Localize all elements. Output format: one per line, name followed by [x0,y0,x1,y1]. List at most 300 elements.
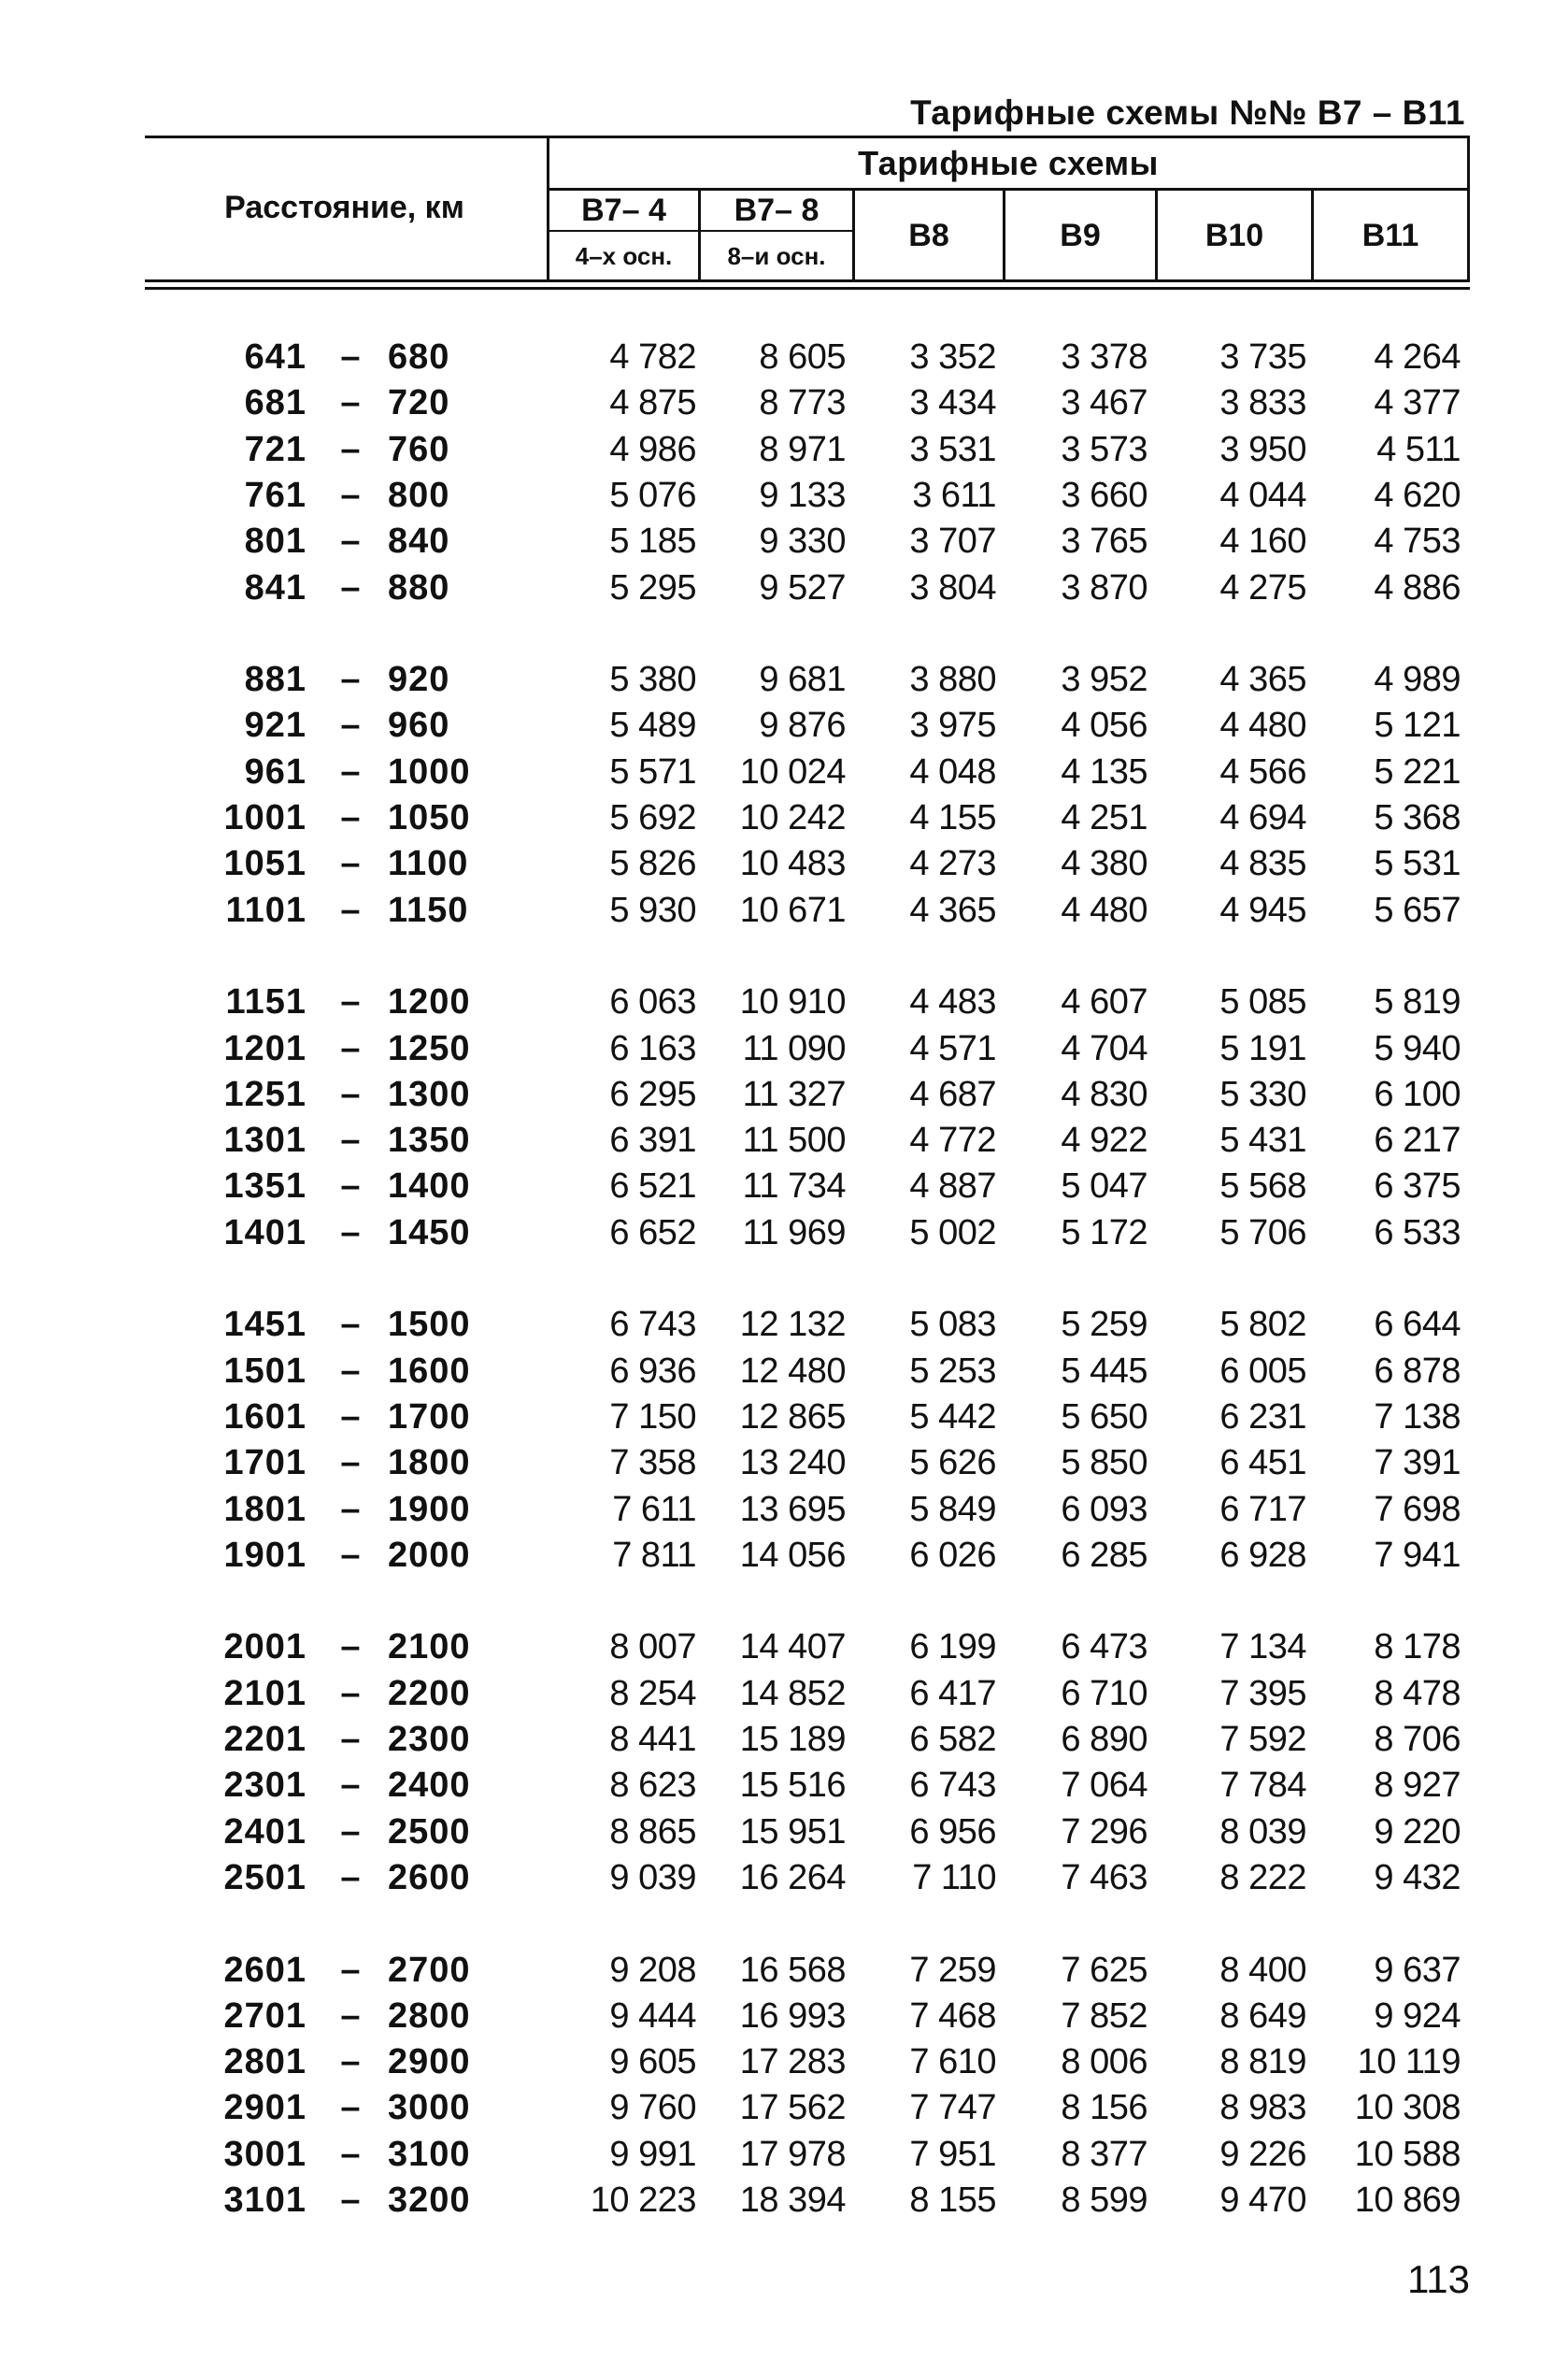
tariff-value: 8 706 [1374,1720,1461,1759]
tariff-value: 3 660 [1061,475,1147,515]
tariff-value: 12 132 [739,1305,846,1345]
tariff-value: 6 473 [1061,1627,1147,1667]
table-row [0,335,1568,380]
tariff-value: 3 880 [909,660,996,700]
distance-from: 1151 [225,982,306,1023]
table-row [0,1671,1568,1717]
tariff-value: 4 483 [909,982,996,1023]
tariff-value: 6 026 [909,1535,996,1575]
tariff-value: 4 875 [609,383,696,423]
tariff-value: 9 226 [1219,2134,1306,2174]
table-row [0,1072,1568,1118]
tariff-value: 9 220 [1374,1811,1461,1852]
range-dash: – [340,1305,361,1345]
distance-from: 2701 [223,1995,306,2036]
tariff-value: 4 704 [1061,1028,1147,1068]
distance-from: 1501 [223,1351,306,1391]
tariff-value: 11 734 [742,1166,846,1207]
tariff-value: 17 283 [739,2042,846,2082]
tariff-value: 6 710 [1061,1673,1147,1713]
distance-to: 1800 [388,1443,471,1483]
range-dash: – [340,1857,361,1897]
tariff-value: 5 849 [909,1489,996,1529]
tariff-value: 6 743 [609,1305,696,1345]
tariff-value: 8 971 [759,429,846,469]
distance-from: 3101 [223,2181,306,2220]
range-dash: – [340,1720,361,1759]
distance-from: 641 [244,337,306,377]
tariff-value: 7 150 [609,1396,696,1437]
tariff-value: 4 782 [609,337,696,377]
range-dash: – [340,1212,361,1252]
tariff-value: 9 527 [759,567,846,608]
tariff-value: 5 380 [609,660,696,700]
tariff-value: 16 993 [739,1995,846,2036]
tariff-value: 8 983 [1219,2088,1306,2128]
tariff-value: 14 056 [739,1535,846,1575]
distance-from: 1001 [223,798,306,837]
tariff-value: 6 231 [1219,1396,1306,1437]
tariff-value: 5 368 [1374,798,1461,837]
table-row [0,795,1568,841]
distance-from: 761 [244,475,306,515]
distance-from: 2801 [223,2042,306,2082]
tariff-value: 8 222 [1219,1857,1306,1897]
range-dash: – [340,337,361,377]
distance-to: 1700 [388,1396,471,1437]
table-row [0,1717,1568,1763]
tariff-value: 4 835 [1219,844,1306,884]
tariff-value: 7 259 [909,1950,996,1990]
distance-to: 3200 [388,2181,471,2220]
header-bottom-rule [145,279,1470,282]
distance-to: 880 [388,567,450,608]
tariff-value: 6 199 [909,1627,996,1667]
tariff-value: 17 562 [739,2088,846,2128]
tariff-value: 9 208 [609,1950,696,1990]
distance-to: 1050 [388,798,471,837]
tariff-value: 9 637 [1374,1950,1461,1990]
table-row [0,473,1568,519]
table-row [0,1302,1568,1348]
tariff-value: 5 085 [1219,982,1306,1023]
distance-to: 2900 [388,2042,471,2082]
table-row [0,1394,1568,1440]
tariff-value: 5 850 [1061,1443,1147,1483]
tariff-value: 6 285 [1061,1535,1147,1575]
tariff-value: 10 588 [1354,2134,1461,2174]
table-row [0,565,1568,611]
distance-from: 1801 [223,1489,306,1529]
table-row [0,519,1568,565]
distance-to: 800 [388,475,450,515]
tariff-value: 13 240 [739,1443,846,1483]
tariff-value: 6 217 [1374,1121,1461,1161]
range-dash: – [340,2088,361,2128]
range-dash: – [340,475,361,515]
tariff-value: 3 611 [912,475,996,515]
tariff-value: 6 928 [1219,1535,1306,1575]
tariff-value: 4 887 [909,1166,996,1207]
tariff-value: 12 865 [739,1396,846,1437]
tariff-value: 4 687 [909,1074,996,1114]
table-row [0,2132,1568,2178]
tariff-value: 4 048 [909,751,996,792]
tariff-value: 7 296 [1061,1811,1147,1852]
tariff-value: 9 924 [1374,1995,1461,2036]
tariff-value: 6 295 [609,1074,696,1114]
range-dash: – [340,522,361,562]
table-row [0,1440,1568,1486]
tariff-value: 9 760 [609,2088,696,2128]
tariff-value: 11 969 [742,1212,846,1252]
tariff-value: 6 100 [1374,1074,1461,1114]
tariff-value: 8 006 [1061,2042,1147,2082]
distance-to: 920 [388,660,450,700]
tariff-value: 3 975 [909,706,996,746]
tariff-value: 5 657 [1374,890,1461,930]
range-dash: – [340,798,361,837]
tariff-value: 7 134 [1219,1627,1306,1667]
distance-to: 680 [388,337,450,377]
table-row [0,1026,1568,1072]
distance-to: 1000 [388,751,471,792]
tariff-value: 4 377 [1374,383,1461,423]
tariff-value: 13 695 [739,1489,846,1529]
distance-from: 2401 [223,1811,306,1852]
tariff-value: 5 568 [1219,1166,1306,1207]
tariff-value: 5 295 [609,567,696,608]
tariff-value: 6 652 [609,1212,696,1252]
tariff-value: 9 605 [609,2042,696,2082]
tariff-value: 9 876 [759,706,846,746]
tariff-value: 5 442 [909,1396,996,1437]
table-row [0,980,1568,1025]
range-dash: – [340,1166,361,1207]
tariff-value: 8 623 [609,1766,696,1806]
distance-from: 2001 [223,1627,306,1667]
distance-from: 3001 [223,2134,306,2174]
tariff-value: 9 470 [1219,2181,1306,2220]
tariff-value: 4 511 [1376,429,1461,469]
tariff-value: 9 133 [759,475,846,515]
tariff-value: 7 064 [1061,1766,1147,1806]
tariff-value: 8 819 [1219,2042,1306,2082]
tariff-value: 4 365 [1219,660,1306,700]
distance-from: 1901 [223,1535,306,1575]
tariff-value: 4 922 [1061,1121,1147,1161]
distance-from: 841 [244,567,306,608]
tariff-value: 5 330 [1219,1074,1306,1114]
tariff-value: 12 480 [739,1351,846,1391]
tariff-value: 5 531 [1374,844,1461,884]
range-dash: – [340,1396,361,1437]
tariff-value: 7 698 [1374,1489,1461,1529]
tariff-value: 8 773 [759,383,846,423]
tariff-value: 8 865 [609,1811,696,1852]
tariff-value: 6 417 [909,1673,996,1713]
column-header-b11: В11 [1361,218,1419,253]
range-dash: – [340,1443,361,1483]
distance-from: 2301 [223,1766,306,1806]
tariff-value: 4 160 [1219,522,1306,562]
range-dash: – [340,1489,361,1529]
range-dash: – [340,844,361,884]
tariff-value: 3 870 [1061,567,1147,608]
tariff-value: 4 264 [1374,337,1461,377]
distance-to: 2300 [388,1720,471,1759]
distance-to: 2700 [388,1950,471,1990]
header-top-rule [145,136,1470,138]
page-title: Тарифные схемы №№ В7 – В11 [910,93,1465,132]
tariff-value: 7 951 [909,2134,996,2174]
distance-from: 1051 [223,844,306,884]
tariff-value: 3 434 [909,383,996,423]
distance-from: 1251 [223,1074,306,1114]
tariff-value: 10 869 [1354,2181,1461,2220]
range-dash: – [340,429,361,469]
tariff-value: 10 119 [1357,2042,1461,2082]
distance-to: 760 [388,429,450,469]
range-dash: – [340,751,361,792]
tariff-value: 3 765 [1061,522,1147,562]
distance-to: 1500 [388,1305,471,1345]
distance-to: 1250 [388,1028,471,1068]
column-header-b7-4: В7– 4 [581,193,666,228]
tariff-value: 4 772 [909,1121,996,1161]
range-dash: – [340,1627,361,1667]
tariff-value: 4 273 [909,844,996,884]
tariff-value: 4 365 [909,890,996,930]
distance-to: 3000 [388,2088,471,2128]
tariff-value: 9 039 [609,1857,696,1897]
distance-from: 921 [244,706,306,746]
distance-to: 840 [388,522,450,562]
table-row [0,2178,1568,2224]
distance-column-header: Расстояние, км [224,190,464,225]
tariff-value: 6 063 [609,982,696,1023]
tariff-value: 6 391 [609,1121,696,1161]
subheader-divider-rule [547,230,855,232]
range-dash: – [340,1535,361,1575]
tariff-value: 4 155 [909,798,996,837]
tariff-value: 5 253 [909,1351,996,1391]
distance-to: 2000 [388,1535,471,1575]
distance-from: 1301 [223,1121,306,1161]
range-dash: – [340,1950,361,1990]
tariff-value: 11 500 [742,1121,846,1161]
table-row [0,1624,1568,1670]
column-header-b10: В10 [1205,218,1264,253]
distance-to: 1400 [388,1166,471,1207]
tariff-value: 8 178 [1374,1627,1461,1667]
table-row [0,1533,1568,1579]
tariff-value: 4 135 [1061,751,1147,792]
tariff-value: 5 826 [609,844,696,884]
range-dash: – [340,1673,361,1713]
tariff-value: 4 480 [1061,890,1147,930]
tariff-value: 10 671 [739,890,846,930]
tariff-value: 3 352 [909,337,996,377]
tariff-value: 6 582 [909,1720,996,1759]
tariff-value: 8 254 [609,1673,696,1713]
tariff-value: 4 989 [1374,660,1461,700]
tariff-value: 14 852 [739,1673,846,1713]
tariff-value: 8 007 [609,1627,696,1667]
tariff-value: 3 378 [1061,337,1147,377]
tariff-value: 4 566 [1219,751,1306,792]
column-header-b7-8: В7– 8 [734,193,820,228]
distance-from: 1101 [225,890,306,930]
range-dash: – [340,982,361,1023]
tariff-value: 5 259 [1061,1305,1147,1345]
tariff-value: 4 251 [1061,798,1147,837]
distance-from: 2601 [223,1950,306,1990]
table-row [0,1855,1568,1901]
table-header [145,136,1470,291]
range-dash: – [340,706,361,746]
range-dash: – [340,1028,361,1068]
tariff-value: 5 121 [1374,706,1461,746]
distance-from: 1201 [223,1028,306,1068]
tariff-value: 4 620 [1374,475,1461,515]
distance-to: 1300 [388,1074,471,1114]
tariff-value: 4 830 [1061,1074,1147,1114]
tariff-value: 7 747 [909,2088,996,2128]
column-subheader-b7-4: 4–х осн. [575,242,673,270]
tariff-value: 8 039 [1219,1811,1306,1852]
distance-to: 720 [388,383,450,423]
range-dash: – [340,660,361,700]
distance-to: 1100 [388,844,469,884]
distance-from: 2901 [223,2088,306,2128]
schemes-divider-rule [547,188,1470,191]
table-row [0,888,1568,934]
tariff-value: 6 533 [1374,1212,1461,1252]
column-header-b9: В9 [1060,218,1101,253]
tariff-value: 7 138 [1374,1396,1461,1437]
range-dash: – [340,1811,361,1852]
table-row [0,1487,1568,1533]
table-row [0,380,1568,426]
range-dash: – [340,1074,361,1114]
tariff-value: 8 649 [1219,1995,1306,2036]
tariff-value: 10 483 [739,844,846,884]
tariff-value: 7 463 [1061,1857,1147,1897]
tariff-value: 8 155 [909,2181,996,2220]
distance-to: 1600 [388,1351,471,1391]
range-dash: – [340,1766,361,1806]
distance-from: 881 [244,660,306,700]
tariff-value: 3 707 [909,522,996,562]
tariff-value: 3 573 [1061,429,1147,469]
tariff-value: 8 478 [1374,1673,1461,1713]
range-dash: – [340,2181,361,2220]
distance-to: 2400 [388,1766,471,1806]
distance-to: 1150 [388,890,469,930]
tariff-value: 6 743 [909,1766,996,1806]
distance-from: 801 [244,522,306,562]
tariff-value: 17 978 [739,2134,846,2174]
tariff-value: 3 833 [1219,383,1306,423]
tariff-value: 6 005 [1219,1351,1306,1391]
distance-to: 1350 [388,1121,471,1161]
tariff-value: 6 375 [1374,1166,1461,1207]
range-dash: – [340,1121,361,1161]
tariff-value: 3 735 [1219,337,1306,377]
tariff-value: 5 802 [1219,1305,1306,1345]
distance-from: 721 [244,429,306,469]
tariff-value: 7 611 [612,1489,696,1529]
tariff-value: 5 930 [609,890,696,930]
tariff-value: 6 890 [1061,1720,1147,1759]
tariff-value: 8 400 [1219,1950,1306,1990]
tariff-value: 5 706 [1219,1212,1306,1252]
range-dash: – [340,2042,361,2082]
tariff-value: 5 819 [1374,982,1461,1023]
tariff-value: 8 599 [1061,2181,1147,2220]
tariff-value: 6 451 [1219,1443,1306,1483]
tariff-value: 3 952 [1061,660,1147,700]
range-dash: – [340,1995,361,2036]
tariff-value: 10 223 [590,2181,696,2220]
distance-from: 2101 [223,1673,306,1713]
tariff-value: 4 607 [1061,982,1147,1023]
tariff-value: 5 445 [1061,1351,1147,1391]
tariff-value: 5 076 [609,475,696,515]
tariff-value: 5 172 [1061,1212,1147,1252]
tariff-value: 10 308 [1354,2088,1461,2128]
tariff-schemes-header: Тарифные схемы [858,144,1159,182]
range-dash: – [340,2134,361,2174]
tariff-value: 5 489 [609,706,696,746]
tariff-value: 7 784 [1219,1766,1306,1806]
tariff-value: 8 441 [609,1720,696,1759]
range-dash: – [340,1351,361,1391]
table-row [0,750,1568,795]
tariff-value: 9 991 [609,2134,696,2174]
tariff-value: 5 940 [1374,1028,1461,1068]
range-dash: – [340,567,361,608]
distance-to: 2500 [388,1811,471,1852]
tariff-value: 7 395 [1219,1673,1306,1713]
table-row [0,657,1568,703]
tariff-value: 3 950 [1219,429,1306,469]
tariff-value: 10 242 [739,798,846,837]
tariff-value: 4 480 [1219,706,1306,746]
table-row [0,1118,1568,1164]
tariff-value: 6 717 [1219,1489,1306,1529]
tariff-value: 7 110 [912,1857,996,1897]
distance-from: 2501 [223,1857,306,1897]
tariff-value: 15 951 [739,1811,846,1852]
tariff-value: 7 358 [609,1443,696,1483]
tariff-value: 7 625 [1061,1950,1147,1990]
distance-to: 2600 [388,1857,471,1897]
distance-from: 961 [244,751,306,792]
tariff-value: 6 644 [1374,1305,1461,1345]
tariff-value: 4 380 [1061,844,1147,884]
tariff-value: 8 377 [1061,2134,1147,2174]
table-row [0,2039,1568,2085]
header-bottom-double-rule [145,287,1470,290]
range-dash: – [340,383,361,423]
table-row [0,841,1568,887]
tariff-value: 11 327 [742,1074,846,1114]
tariff-value: 9 681 [759,660,846,700]
tariff-value: 5 083 [909,1305,996,1345]
tariff-value: 6 936 [609,1351,696,1391]
